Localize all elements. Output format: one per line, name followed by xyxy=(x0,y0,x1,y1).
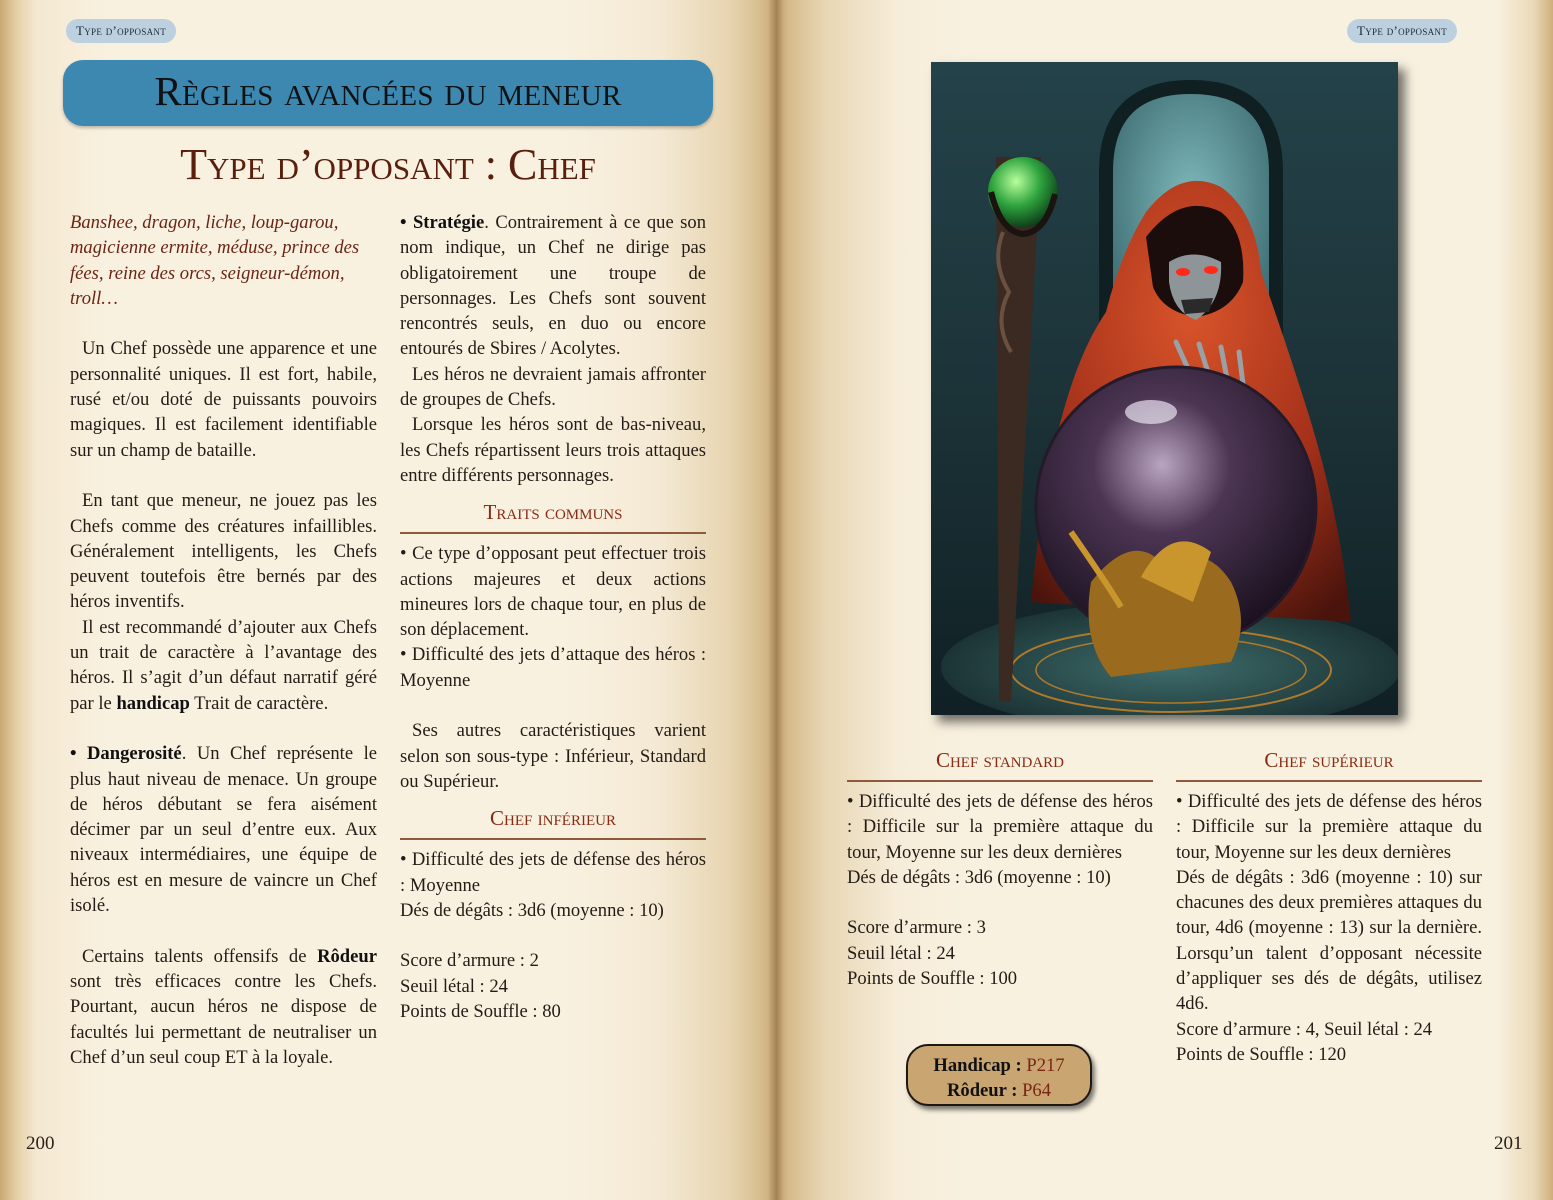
handicap-reference xyxy=(908,1053,1090,1078)
inferior-breath: Points de Souffle : 80 xyxy=(400,1001,561,1023)
section-heading-traits: Traits communs xyxy=(400,496,706,534)
paragraph-rodeur xyxy=(70,944,377,1070)
page-number: 200 xyxy=(26,1133,55,1154)
standard-column xyxy=(847,744,1153,991)
page-title: Type d’opposant : Chef xyxy=(180,140,596,189)
paragraph-danger xyxy=(70,741,377,918)
text-run: Il est recommandé d’ajouter aux Chefs un trait de caractère à l’avantage des héros. Il s’agit d’un défaut narratif géré par le xyxy=(70,616,377,714)
superior-breath: Points de Souffle : 120 xyxy=(1176,1043,1347,1065)
trait-attack-difficulty: • Difficulté des jets d’attaque des héros : Moyenne xyxy=(400,644,706,691)
paragraph-infallible: En tant que meneur, ne jouez pas les Chefs comme des créatures infaillibles. Généralement intelligents, les Chefs peuvent toutefois être bernés par des héros inventifs. xyxy=(70,490,377,613)
text-run: Trait de caractère. xyxy=(194,692,329,714)
inferior-damage: Dés de dégâts : 3d6 (moyenne : 10) xyxy=(400,899,664,921)
intro-examples: Banshee, dragon, liche, loup-garou, magicienne ermite, méduse, prince des fées, reine des orcs, seigneur-démon, troll… xyxy=(70,212,360,309)
inferior-defense: • Difficulté des jets de défense des héros : Moyenne xyxy=(400,849,706,896)
text-run: . Contrairement à ce que son nom indique, un Chef ne dirige pas obligatoirement une troupe de personnages. Les Chefs sont souvent rencontrés seuls, en duo ou encore entourés de Sbires / Acolytes. xyxy=(400,212,706,360)
trait-subtypes: Ses autres caractéristiques varient selon son sous-type : Inférieur, Standard ou Supérieur. xyxy=(400,720,706,792)
running-head: Type d’opposant xyxy=(66,19,176,43)
reference-page: P217 xyxy=(1026,1055,1065,1076)
reference-label: Rôdeur : xyxy=(946,1080,1018,1101)
standard-defense: • Difficulté des jets de défense des héros : Difficile sur la première attaque du tour, Moyenne sur les deux dernières xyxy=(847,791,1153,863)
rodeur-reference xyxy=(908,1078,1090,1103)
standard-lethal: Seuil létal : 24 xyxy=(847,942,955,964)
superior-armor-lethal: Score d’armure : 4, Seuil létal : 24 xyxy=(1176,1018,1433,1040)
reference-page: P64 xyxy=(1022,1080,1051,1101)
rodeur-keyword: Rôdeur xyxy=(317,945,377,967)
superior-damage: Dés de dégâts : 3d6 (moyenne : 10) sur chacunes des deux premières attaques du tour, 4d6 (moyenne : 13) sur la dernière. Lorsqu’un talent d’opposant nécessite d’appliquer ses dés de dégâts, utilisez 4d6. xyxy=(1176,866,1482,1015)
section-heading-standard: Chef standard xyxy=(847,744,1153,782)
book-spine xyxy=(768,0,784,1200)
standard-armor: Score d’armure : 3 xyxy=(847,917,986,939)
left-page xyxy=(0,0,776,1200)
paragraph-groups: Les héros ne devraient jamais affronter de groupes de Chefs. xyxy=(400,363,706,411)
section-heading-superior: Chef supérieur xyxy=(1176,744,1482,782)
danger-keyword: • Dangerosité xyxy=(70,743,182,765)
page-number: 201 xyxy=(1494,1133,1523,1154)
paragraph-appearance: Un Chef possède une apparence et une personnalité uniques. Il est fort, habile, rusé et/ou doté de puissants pouvoirs magiques. Il est facilement identifiable sur un champ de bataille. xyxy=(70,338,377,461)
superior-defense: • Difficulté des jets de défense des héros : Difficile sur la première attaque du tour, Moyenne sur les deux dernières xyxy=(1176,791,1482,863)
chapter-banner: Règles avancées du meneur xyxy=(63,60,713,126)
text-run: . Un Chef représente le plus haut niveau de menace. Un groupe de héros débutant se fera aisément décimer par un seul d’entre eux. Aux niveaux intermédiaires, une équipe de héros est en mesure de vaincre un Chef isolé. xyxy=(70,743,377,917)
left-column-2 xyxy=(400,210,706,1024)
text-run: sont très efficaces contre les Chefs. Pourtant, aucun héros ne dispose de facultés lui permettant de neutraliser un Chef d’un seul coup ET à la loyale. xyxy=(70,970,377,1068)
inferior-armor: Score d’armure : 2 xyxy=(400,950,539,972)
sorcerer-illustration xyxy=(931,62,1398,715)
illustration-svg xyxy=(931,62,1398,715)
left-column-1 xyxy=(70,210,377,1070)
reference-label: Handicap : xyxy=(933,1055,1022,1076)
right-page xyxy=(776,0,1553,1200)
strategy-keyword: • Stratégie xyxy=(400,212,485,233)
standard-breath: Points de Souffle : 100 xyxy=(847,968,1018,990)
paragraph-strategy xyxy=(400,210,706,362)
paragraph-low-level: Lorsque les héros sont de bas-niveau, les Chefs répartissent leurs trois attaques entre différents personnages. xyxy=(400,414,706,486)
superior-column xyxy=(1176,744,1482,1067)
text-run: Certains talents offensifs de xyxy=(82,945,307,967)
section-heading-inferior: Chef inférieur xyxy=(400,802,706,840)
page-reference-box xyxy=(906,1044,1092,1106)
inferior-lethal: Seuil létal : 24 xyxy=(400,975,508,997)
handicap-keyword: handicap xyxy=(116,692,190,714)
running-head: Type d’opposant xyxy=(1347,19,1457,43)
paragraph-trait xyxy=(70,615,377,716)
standard-damage: Dés de dégâts : 3d6 (moyenne : 10) xyxy=(847,866,1111,888)
trait-actions: • Ce type d’opposant peut effectuer trois actions majeures et deux actions mineures lors de chaque tour, en plus de son déplacement. xyxy=(400,543,706,641)
